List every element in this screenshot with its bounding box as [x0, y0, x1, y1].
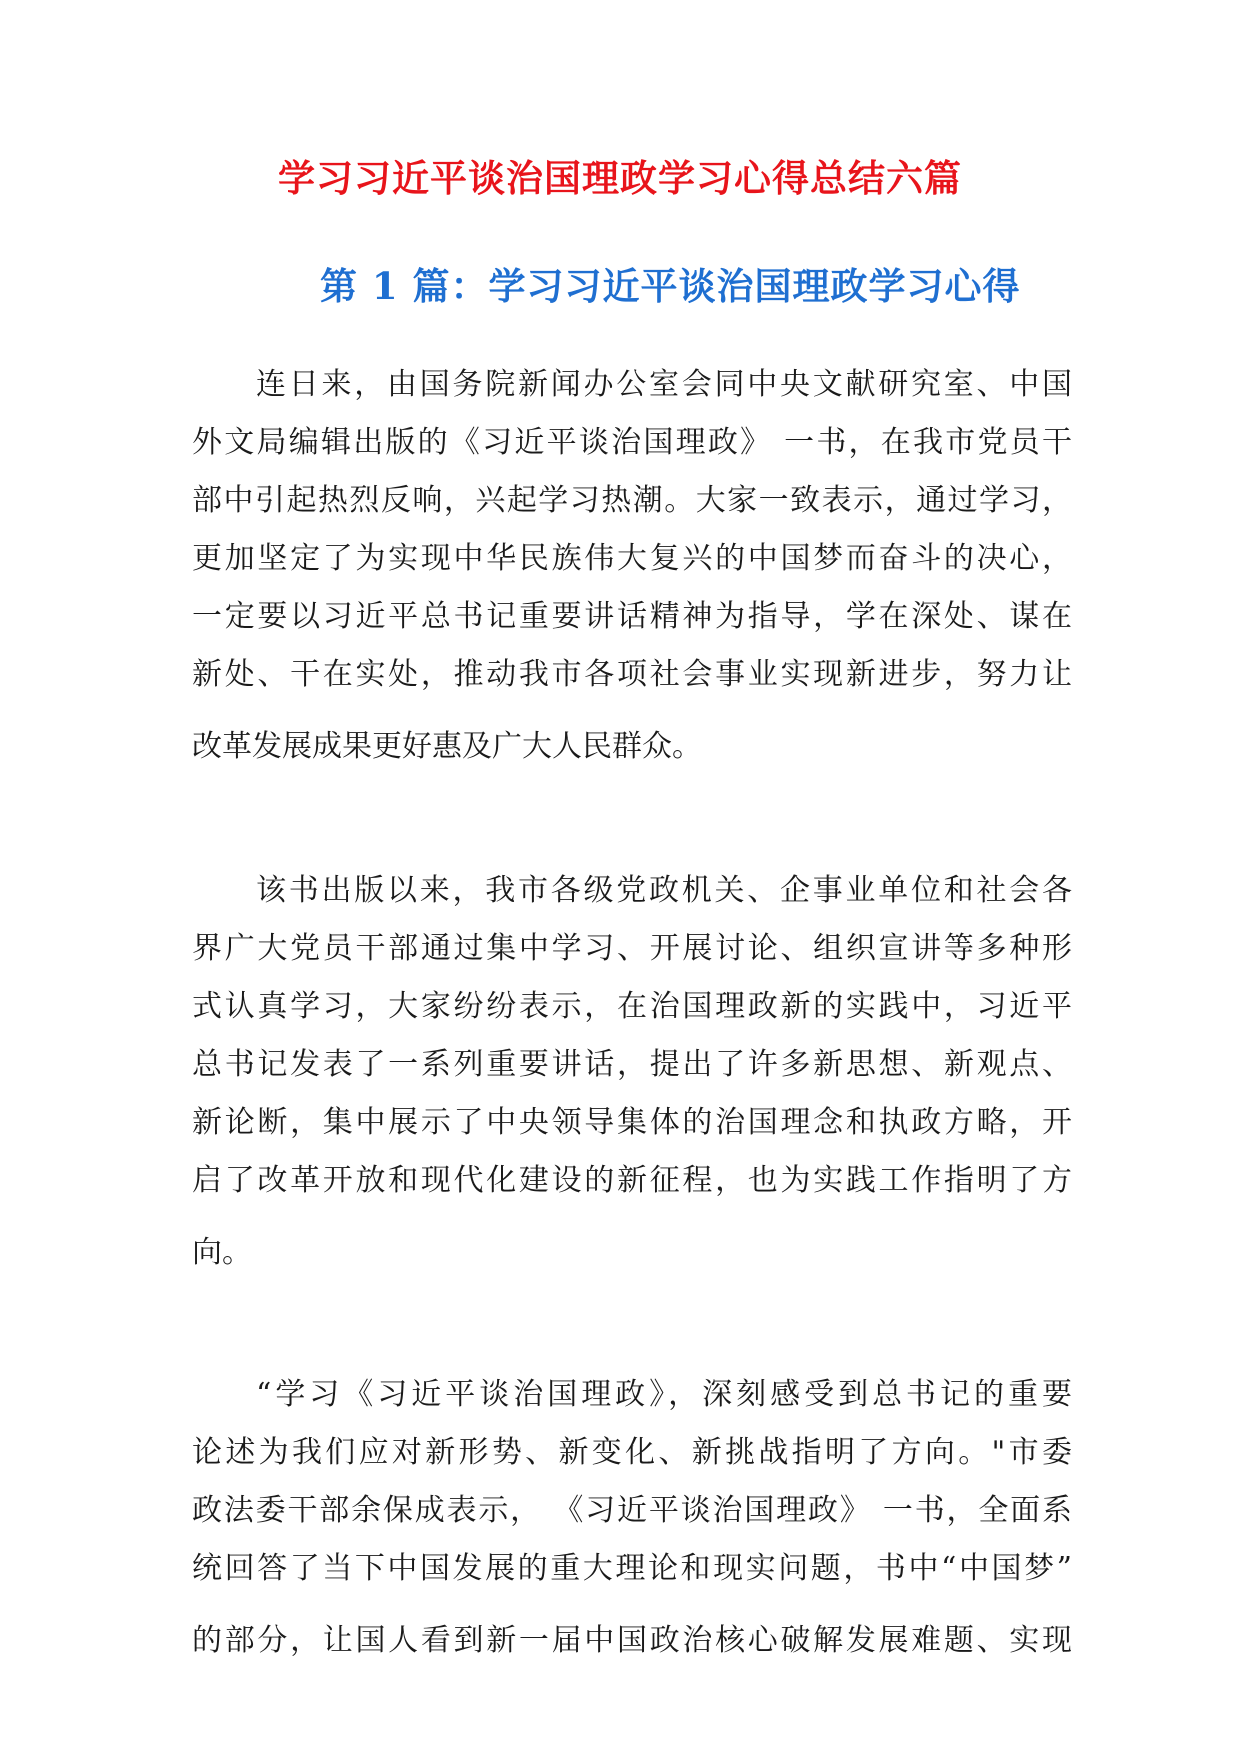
paragraph-line: “学习《习近平谈治国理政》，深刻感受到总书记的重要 [256, 1377, 1072, 1412]
paragraph-line: 统回答了当下中国发展的重大理论和现实问题，书中“中国梦” [192, 1551, 1072, 1586]
paragraph-line: 新处、干在实处，推动我市各项社会事业实现新进步，努力让 [192, 657, 1072, 692]
paragraph-line: 论述为我们应对新形势、新变化、新挑战指明了方向。"市委 [192, 1435, 1072, 1470]
paragraph-line: 政法委干部余保成表示， 《习近平谈治国理政》 一书，全面系 [192, 1493, 1072, 1528]
paragraph-line: 界广大党员干部通过集中学习、开展讨论、组织宣讲等多种形 [192, 931, 1072, 966]
paragraph-line: 连日来，由国务院新闻办公室会同中央文献研究室、中国 [256, 367, 1072, 402]
paragraph-line: 部中引起热烈反响，兴起学习热潮。大家一致表示，通过学习， [192, 483, 1072, 518]
paragraph-2 [192, 862, 1072, 1282]
paragraph-3 [192, 1366, 1072, 1670]
paragraph-line: 的部分，让国人看到新一届中国政治核心破解发展难题、实现 [192, 1623, 1072, 1658]
paragraph-line: 改革发展成果更好惠及广大人民群众。 [192, 729, 702, 764]
paragraph-line: 更加坚定了为实现中华民族伟大复兴的中国梦而奋斗的决心， [192, 541, 1072, 576]
paragraph-1 [192, 356, 1072, 776]
paragraph-line: 式认真学习，大家纷纷表示，在治国理政新的实践中，习近平 [192, 989, 1072, 1024]
document-title: 学习习近平谈治国理政学习心得总结六篇 [278, 156, 962, 200]
paragraph-line: 启了改革开放和现代化建设的新征程，也为实践工作指明了方 [192, 1163, 1072, 1198]
paragraph-line: 该书出版以来，我市各级党政机关、企事业单位和社会各 [256, 873, 1072, 908]
paragraph-line: 一定要以习近平总书记重要讲话精神为指导，学在深处、谋在 [192, 599, 1072, 634]
paragraph-line: 向。 [192, 1235, 252, 1270]
paragraph-line: 新论断，集中展示了中央领导集体的治国理念和执政方略，开 [192, 1105, 1072, 1140]
section-heading: 第 1 篇：学习习近平谈治国理政学习心得 [320, 264, 1021, 308]
paragraph-line: 总书记发表了一系列重要讲话，提出了许多新思想、新观点、 [192, 1047, 1072, 1082]
paragraph-line: 外文局编辑出版的《习近平谈治国理政》 一书，在我市党员干 [192, 425, 1072, 460]
